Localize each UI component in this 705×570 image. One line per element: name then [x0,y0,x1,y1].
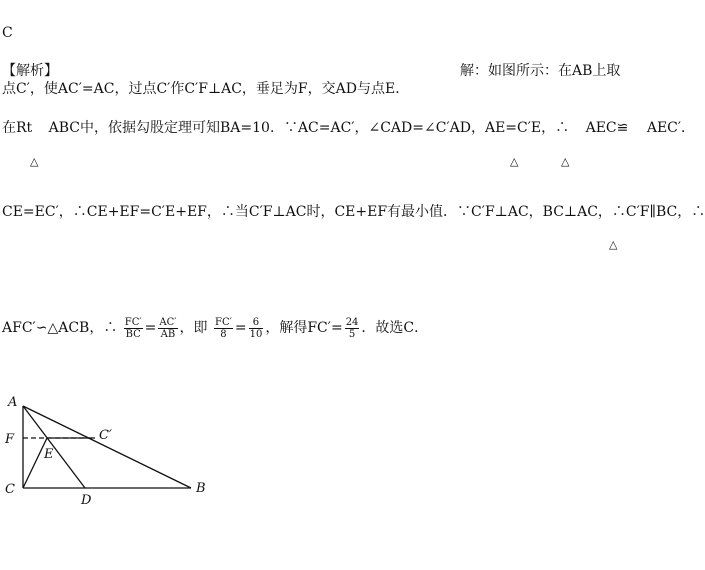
fraction-ac-ab [158,317,177,340]
solution-line-3 [2,120,695,136]
equals-sign: = [144,320,157,336]
equals-sign: = [234,320,247,336]
geometry-figure [0,385,230,515]
fraction-24-5 [345,317,360,340]
line5-part4: ．故选C． [361,320,429,336]
solution-line-4: CE=EC′，∴CE+EF=C′E+EF，∴当C′F⊥AC时，CE+EF有最小值．∵C′F⊥AC，BC⊥AC，∴C′F∥BC，∴ [2,204,705,220]
fraction-num: AC′ [159,316,177,328]
line3-part4: AEC′． [646,120,696,136]
line3-part3: AEC≌ [585,120,629,136]
solution-line-2: 点C′，使AC′=AC，过点C′作C′F⊥AC，垂足为F，交AD与点E． [2,81,410,97]
label-d: D [81,493,92,508]
fraction-num: FC′ [215,316,232,328]
line5-part3: ，解得FC′= [265,320,343,336]
label-c-prime: C′ [99,428,112,443]
triangle-symbol-2: △ [510,155,519,168]
fraction-den: 8 [220,328,227,340]
line3-part1: 在Rt [2,120,33,136]
fraction-6-10 [249,317,264,340]
triangle-symbol-3: △ [561,155,570,168]
triangle-symbol-1: △ [30,155,39,168]
label-a: A [8,395,18,410]
line5-part2: ，即 [179,320,208,336]
triangle-symbol-4: △ [609,238,618,251]
analysis-intro: 解：如图所示：在AB上取 [460,63,621,79]
label-f: F [5,432,15,447]
label-c: C [5,482,15,497]
label-b: B [196,481,206,496]
fraction-num: 24 [345,316,359,328]
fraction-fc-bc [124,317,143,340]
fraction-den: AB [160,328,176,340]
segment-ad [23,406,85,488]
segment-ec [23,438,47,488]
fraction-den: BC [125,328,141,340]
fraction-den: 5 [348,328,356,340]
label-e: E [44,447,54,462]
fraction-fc-8 [214,317,233,340]
fraction-num: 6 [249,317,264,329]
answer-letter: C [2,25,13,41]
line5-part1: AFC′∽△ACB，∴ [2,320,118,336]
fraction-num: FC′ [124,316,142,328]
fraction-den: 10 [249,328,263,340]
analysis-label: 【解析】 [2,63,58,79]
solution-line-5 [2,314,428,342]
line3-part2: ABC中，依据勾股定理可知BA=10．∵AC=AC′，∠CAD=∠C′AD，AE=C′E，∴ [48,120,570,136]
